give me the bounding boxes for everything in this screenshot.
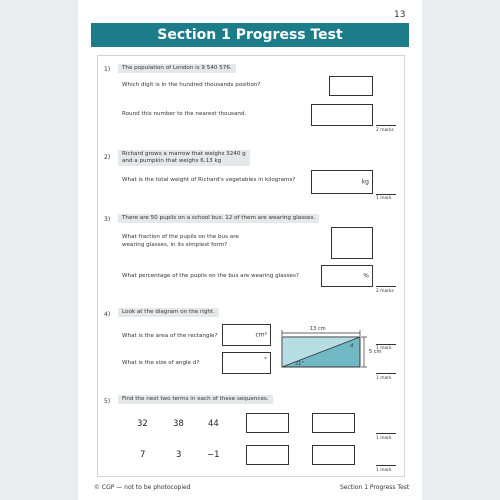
question-4a-answer-box[interactable] [222,324,271,346]
mark-line [376,194,396,195]
question-1a-answer-box[interactable] [329,76,373,96]
question-2-prompt-line1: Richard grows a marrow that weighs 3240 g [122,151,246,157]
footer-copyright: © CGP — not to be photocopied [94,484,191,491]
sequence-1-term-3: 44 [208,419,219,429]
question-1b-text: Round this number to the nearest thousand. [122,111,247,117]
question-4b-marks: 1 mark [376,376,392,381]
sequence-1-answer-box-1[interactable] [246,413,289,433]
sequence-2-answer-box-1[interactable] [246,445,289,465]
question-2-marks: 1 mark [376,196,392,201]
sequence-2-term-2: 3 [176,450,182,460]
angle-d-label: d [350,343,354,349]
cm-squared-unit: cm² [255,331,267,339]
mark-line [376,125,396,126]
mark-line [376,373,396,374]
footer-section-name: Section 1 Progress Test [340,484,410,491]
sequence-1-answer-box-2[interactable] [312,413,355,433]
question-4a-text: What is the area of the rectangle? [122,333,218,339]
question-4a-marks: 1 mark [376,346,392,351]
page-title: Section 1 Progress Test [91,23,409,47]
sequence-2-term-3: −1 [207,450,220,460]
height-label: 5 cm [369,349,382,355]
question-3-number: 3) [104,216,111,223]
question-4-number: 4) [104,311,111,318]
question-3a-answer-box[interactable] [331,227,373,259]
question-1-number: 1) [104,66,111,73]
question-4b-text: What is the size of angle d? [122,360,200,366]
degree-unit: ° [264,356,267,364]
page-number: 13 [394,10,406,20]
question-5a-marks: 1 mark [376,436,392,441]
question-4b-answer-box[interactable] [222,352,271,374]
question-3a-text-line2: wearing glasses, in its simplest form? [122,242,228,248]
sequence-2-term-1: 7 [140,450,146,460]
mark-line [376,286,396,287]
question-2-number: 2) [104,154,111,161]
sequence-1-term-2: 38 [173,419,184,429]
angle-given-label: 21° [295,361,304,367]
question-3b-text: What percentage of the pupils on the bus are wearing glasses? [122,273,299,279]
question-5b-marks: 1 mark [376,468,392,473]
sequence-1-term-1: 32 [137,419,148,429]
kg-unit: kg [361,178,369,186]
question-3b-answer-box[interactable] [321,265,373,287]
question-5-number: 5) [104,398,111,405]
mark-line [376,465,396,466]
rectangle-diagram [278,324,378,374]
question-3-marks: 2 marks [376,289,394,294]
percent-unit: % [363,272,369,280]
question-1a-text: Which digit is in the hundred thousands position? [122,82,261,88]
question-2-answer-box[interactable] [311,170,373,194]
question-2-text: What is the total weight of Richard's vegetables in kilograms? [122,177,296,183]
question-4-prompt: Look at the diagram on the right. [118,308,219,317]
question-5-prompt: Find the next two terms in each of these sequences. [118,395,273,404]
question-3-prompt: There are 50 pupils on a school bus. 12 of them are wearing glasses. [118,214,319,223]
question-1-prompt: The population of London is 9 540 576. [118,64,236,73]
width-label: 13 cm [310,326,326,332]
sequence-2-answer-box-2[interactable] [312,445,355,465]
question-1b-answer-box[interactable] [311,104,373,126]
mark-line [376,344,396,345]
question-1-marks: 2 marks [376,128,394,133]
mark-line [376,433,396,434]
question-3a-text-line1: What fraction of the pupils on the bus are [122,234,239,240]
question-2-prompt-line2: and a pumpkin that weighs 6.13 kg [122,158,222,164]
question-2-prompt [118,150,250,166]
